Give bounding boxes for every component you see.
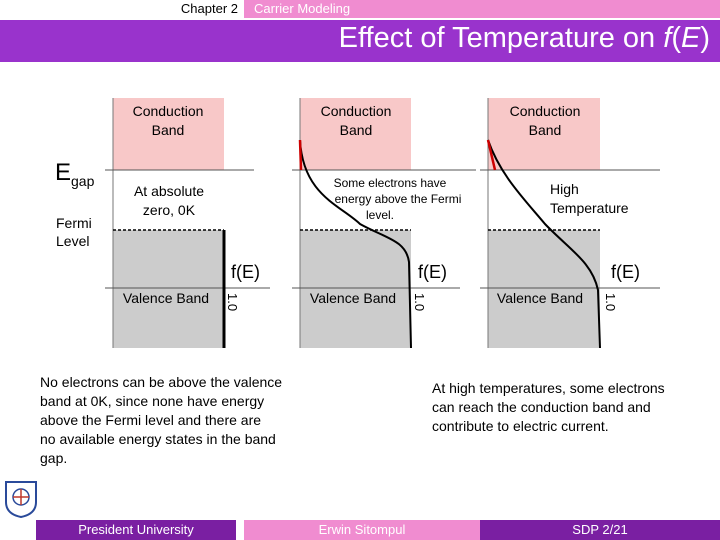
one-label-0k: 1.0 [225, 293, 240, 312]
caption-left: No electrons can be above the valence band at 0K, since none have energy above the Fermi level and there are no available energy states in the band gap. [40, 374, 283, 466]
conduction-label-high-1: Conduction [509, 103, 581, 119]
footer-page: SDP 2/21 [480, 520, 720, 540]
note-0k-2: zero, 0K [142, 202, 196, 218]
panel-0k [105, 98, 270, 348]
panel-some [292, 98, 476, 348]
conduction-label-high-2: Band [528, 122, 562, 138]
valence-label-0k: Valence Band [122, 290, 210, 306]
fe-label-some: f(E) [418, 262, 447, 282]
valence-label-high: Valence Band [496, 290, 584, 306]
conduction-label-0k-2: Band [151, 122, 185, 138]
valence-band-some [300, 230, 411, 348]
footer-university: President University [36, 520, 236, 540]
note-0k-1: At absolute [133, 183, 205, 199]
chapter-label: Chapter 2 [0, 0, 244, 18]
fe-label-0k: f(E) [231, 262, 260, 282]
conduction-label-0k-1: Conduction [132, 103, 204, 119]
page-title: Effect of Temperature on f(E) [338, 22, 710, 54]
fermi-label-2: Level [56, 233, 90, 249]
subject-label: Carrier Modeling [254, 1, 351, 16]
note-some-3: level. [365, 208, 395, 222]
fermi-diagram [0, 62, 720, 362]
valence-label-some: Valence Band [309, 290, 397, 306]
panel-high [480, 98, 660, 348]
one-label-high: 1.0 [603, 293, 618, 312]
note-some-2: energy above the Fermi [334, 192, 462, 206]
egap-label: $E_{gap}$ [55, 159, 95, 189]
valence-band-0k [113, 230, 224, 348]
conduction-label-some-2: Band [339, 122, 373, 138]
fe-label-high: f(E) [611, 262, 640, 282]
footer-author: Erwin Sitompul [244, 520, 480, 540]
university-logo [4, 478, 38, 518]
note-high-2: Temperature [550, 200, 629, 216]
one-label-some: 1.0 [412, 293, 427, 312]
caption-right: At high temperatures, some electrons can reach the conduction band and contribute to electric current. [432, 380, 665, 434]
fermi-label-1: Fermi [56, 215, 92, 231]
conduction-label-some-1: Conduction [320, 103, 392, 119]
valence-band-high [488, 230, 600, 348]
note-high-1: High [550, 181, 579, 197]
note-some-1: Some electrons have [333, 176, 447, 190]
